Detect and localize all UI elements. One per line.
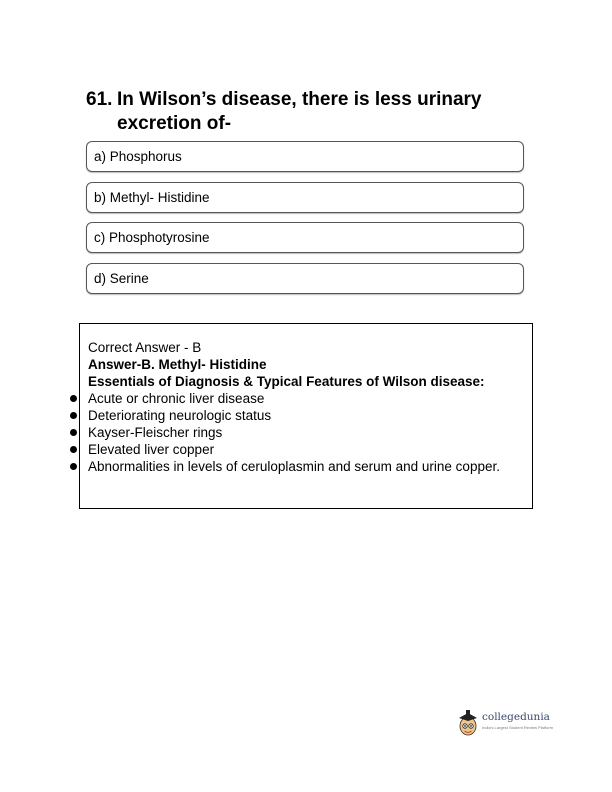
bullet-icon [70,412,77,419]
question-number: 61. [86,89,113,110]
list-item: Acute or chronic liver disease [88,390,528,407]
question-line-1: In Wilson’s disease, there is less urinary [117,89,482,110]
bullet-icon [70,395,77,402]
answer-line: Answer-B. Methyl- Histidine [88,357,267,372]
logo-brand: collegedunia [482,711,550,723]
option-d[interactable]: d) Serine [86,263,524,294]
features-list [88,390,528,475]
question-text [86,88,526,136]
answer-explanation-box [79,323,533,509]
list-item: Elevated liver copper [88,441,528,458]
list-item: Abnormalities in levels of ceruloplasmin and serum and urine copper. [88,458,528,475]
logo-tagline: India's Largest Student Review Platform [482,725,554,730]
correct-answer: Correct Answer - B [88,340,202,355]
question-line-2: excretion of- [117,113,232,134]
bullet-icon [70,446,77,453]
bullet-icon [70,429,77,436]
option-b[interactable]: b) Methyl- Histidine [86,182,524,213]
bullet-icon [70,463,77,470]
option-a[interactable]: a) Phosphorus [86,141,524,172]
list-item: Deteriorating neurologic status [88,407,528,424]
collegedunia-logo [456,708,566,738]
mascot-icon [456,708,480,738]
option-c[interactable]: c) Phosphotyrosine [86,222,524,253]
features-heading: Essentials of Diagnosis & Typical Features of Wilson disease: [88,374,485,389]
list-item: Kayser-Fleischer rings [88,424,528,441]
